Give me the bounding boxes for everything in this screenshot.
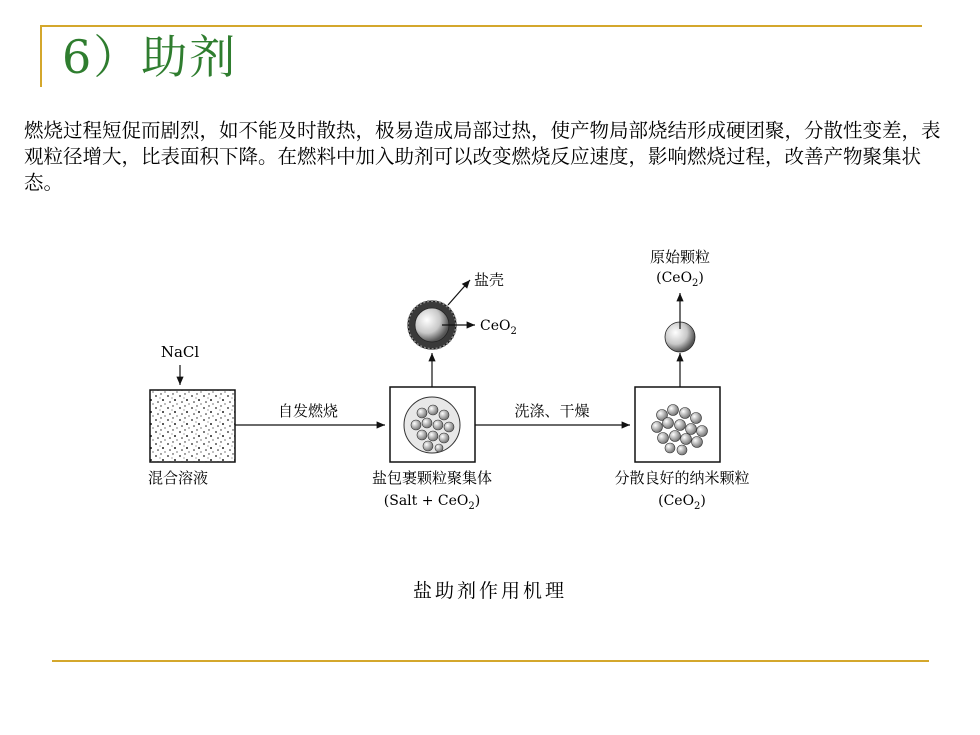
body-paragraph: 燃烧过程短促而剧烈，如不能及时散热，极易造成局部过热，使产物局部烧结形成硬团聚，分散性变差，表观粒径增大，比表面积下降。在燃料中加入助剂可以改变燃烧反应速度，影响燃烧过程，改善产物聚集状态。 (24, 119, 941, 194)
bottom-divider (52, 660, 929, 662)
diagram-caption: 盐助剂作用机理 (412, 580, 567, 602)
nano-label: 分散良好的纳米颗粒 (614, 469, 750, 487)
ceo2-pointer-label: CeO$_2$ (480, 318, 517, 337)
nacl-label: NaCl (160, 343, 200, 361)
slide-title: 6）助剂 (62, 30, 238, 84)
top-divider (42, 25, 922, 27)
wash-dry-label: 洗涤、干燥 (514, 402, 590, 420)
title-accent-bar (40, 25, 42, 87)
primary-formula: (CeO$_2$) (656, 270, 704, 289)
aggregate-formula: (Salt + CeO$_2$) (383, 493, 481, 512)
combustion-label: 自发燃烧 (277, 402, 339, 420)
salt-shell-label: 盐壳 (474, 271, 505, 289)
aggregate-label: 盐包裹颗粒聚集体 (371, 469, 493, 487)
mixed-solution-label: 混合溶液 (147, 469, 209, 487)
mixed-solution-box (150, 390, 235, 462)
primary-label: 原始颗粒 (649, 248, 711, 266)
salt-additive-diagram (130, 225, 790, 530)
aggregate-cluster (404, 397, 460, 453)
salt-shell-pointer (448, 280, 470, 305)
nano-formula: (CeO$_2$) (658, 493, 706, 512)
